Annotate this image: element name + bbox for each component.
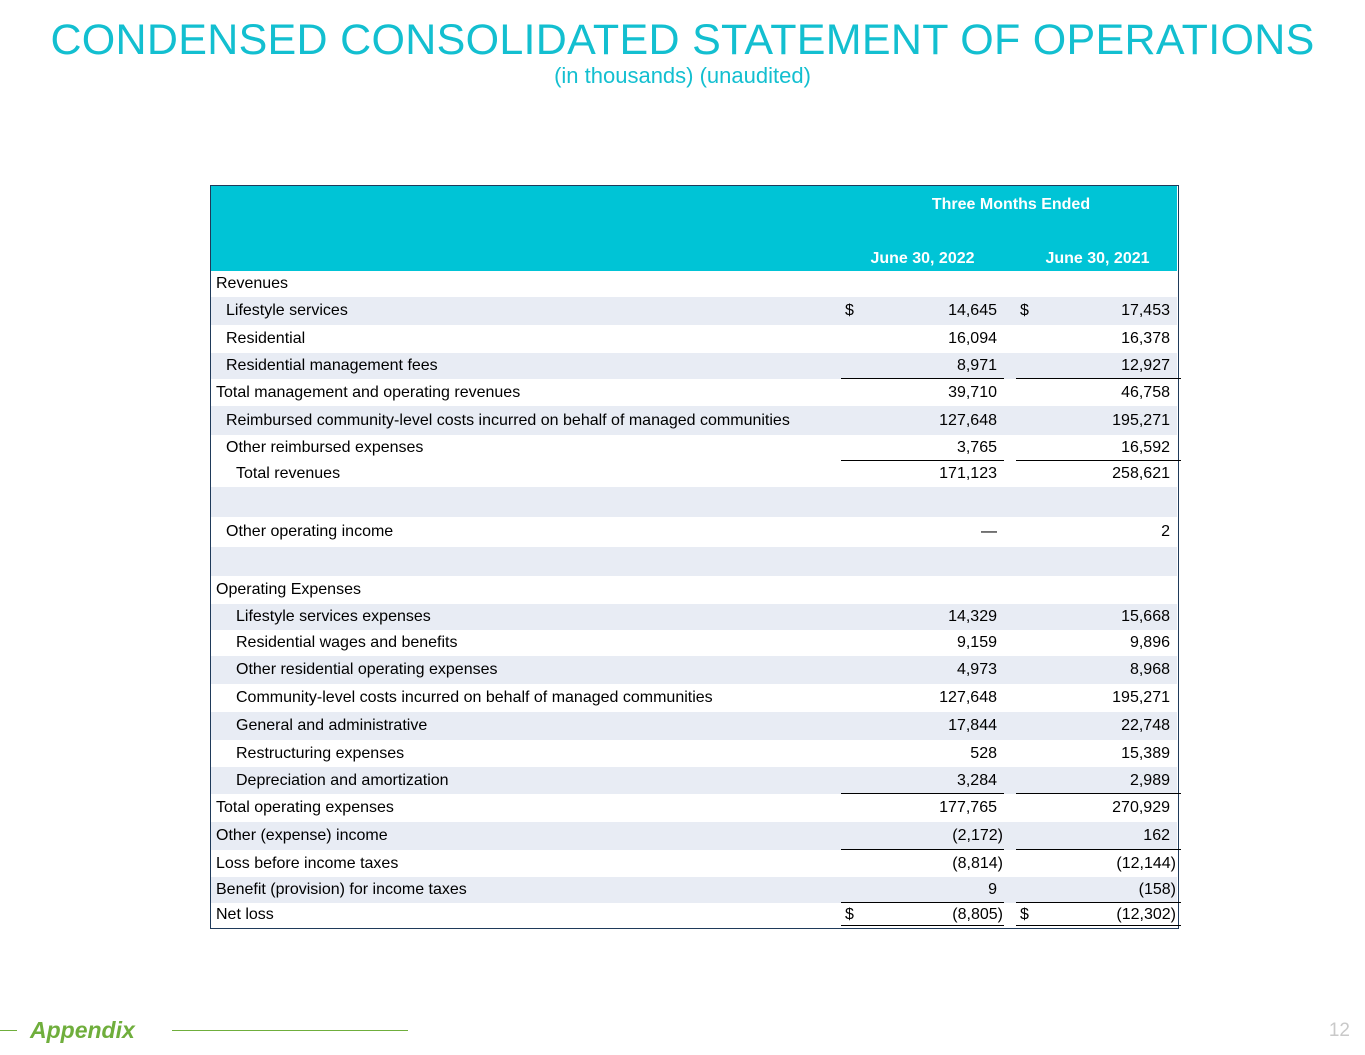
subtotal-rule: [841, 849, 1004, 850]
value-2021: 2: [1161, 523, 1170, 540]
page-subtitle: (in thousands) (unaudited): [554, 63, 811, 88]
table-row: [211, 353, 1177, 379]
value-2022: 127,648: [939, 689, 997, 706]
table-row: [211, 712, 1177, 740]
spacer-row: [211, 547, 1177, 576]
subtotal-rule: [1016, 849, 1181, 850]
subtotal-rule: [841, 378, 1004, 379]
value-2021: 9,896: [1129, 634, 1170, 651]
value-2021: 258,621: [1112, 465, 1170, 482]
row-label: General and administrative: [236, 717, 428, 734]
subtotal-rule: [841, 793, 1004, 794]
table-row: [211, 461, 1177, 487]
table-row: [211, 877, 1177, 903]
row-label: Total revenues: [236, 465, 341, 482]
row-label: Net loss: [216, 906, 274, 923]
row-label: Lifestyle services: [226, 302, 348, 319]
value-2022: 177,765: [939, 799, 997, 816]
value-2021: 2,989: [1129, 771, 1170, 789]
table-row: [211, 850, 1177, 877]
table-row: [211, 576, 1177, 604]
value-2022: 17,844: [948, 717, 997, 734]
table-row: [211, 435, 1177, 461]
page-title: CONDENSED CONSOLIDATED STATEMENT OF OPERATIONS: [50, 16, 1315, 64]
value-2021: 162: [1143, 827, 1170, 844]
statement-table: [210, 185, 1179, 929]
row-label: Total operating expenses: [216, 799, 394, 816]
subtotal-rule: [1016, 902, 1181, 903]
value-2021: (12,144): [1116, 854, 1176, 872]
value-2022: 8,971: [956, 357, 997, 374]
subtotal-rule: [841, 460, 1004, 461]
value-2021: 195,271: [1112, 411, 1170, 429]
value-2022: (8,805): [952, 906, 1003, 923]
subtotal-rule: [1016, 460, 1181, 461]
value-2022: 16,094: [948, 330, 997, 347]
value-2021: 12,927: [1121, 357, 1170, 374]
value-2022: 528: [970, 744, 997, 762]
value-2021: 270,929: [1112, 799, 1170, 816]
table-row: [211, 297, 1177, 325]
row-label: Benefit (provision) for income taxes: [216, 881, 467, 898]
column-header-2021: June 30, 2021: [1045, 250, 1150, 267]
table-header: [211, 186, 1177, 271]
value-2022: 3,284: [956, 771, 997, 789]
spacer-row: [211, 487, 1177, 517]
table-row: [211, 822, 1177, 850]
value-2021: 15,389: [1121, 744, 1170, 762]
row-label: Depreciation and amortization: [236, 771, 449, 789]
page-number: 12: [1328, 1020, 1350, 1041]
table-row: [211, 517, 1177, 547]
total-double-rule: [841, 925, 1004, 926]
period-header: Three Months Ended: [931, 196, 1091, 213]
value-2021: 16,592: [1121, 439, 1170, 456]
currency-symbol: $: [1020, 302, 1029, 319]
row-label: Revenues: [216, 275, 289, 292]
value-2022: 4,973: [956, 661, 997, 678]
column-header-2022: June 30, 2022: [870, 250, 975, 267]
row-label: Other operating income: [226, 523, 394, 540]
row-label: Other (expense) income: [216, 827, 388, 844]
value-2021: 46,758: [1121, 383, 1170, 401]
currency-symbol: $: [845, 906, 854, 923]
value-2022: 14,645: [948, 302, 997, 319]
table-row: [211, 903, 1177, 927]
value-2021: 195,271: [1112, 689, 1170, 706]
value-2021: 8,968: [1129, 661, 1170, 678]
value-2022: 171,123: [939, 465, 997, 482]
table-row: [211, 406, 1177, 435]
row-label: Residential management fees: [226, 357, 438, 374]
value-2021: (158): [1138, 881, 1176, 898]
value-2022: 14,329: [948, 608, 997, 625]
footer-rule-right: [172, 1030, 408, 1031]
row-label: Reimbursed community-level costs incurred on behalf of managed communities: [226, 411, 790, 429]
table-row: [211, 325, 1177, 353]
subtotal-rule: [1016, 793, 1181, 794]
value-2022: (8,814): [952, 854, 1003, 872]
table-row: [211, 379, 1177, 406]
row-label: Other reimbursed expenses: [226, 439, 424, 456]
value-2022: 127,648: [939, 411, 997, 429]
value-2021: (12,302): [1116, 906, 1176, 923]
value-2022: 3,765: [956, 439, 997, 456]
value-2022: 39,710: [948, 383, 997, 401]
table-row: [211, 684, 1177, 712]
subtotal-rule: [1016, 378, 1181, 379]
row-label: Loss before income taxes: [216, 854, 399, 872]
value-2022: 9: [988, 881, 997, 898]
row-label: Restructuring expenses: [236, 744, 405, 762]
table-row: [211, 604, 1177, 630]
subtotal-rule: [841, 902, 1004, 903]
section-label: Appendix: [30, 1017, 135, 1043]
table-row: [211, 794, 1177, 822]
row-label: Other residential operating expenses: [236, 661, 498, 678]
row-label: Residential wages and benefits: [236, 634, 458, 651]
footer-rule-left: [0, 1030, 17, 1031]
row-label: Community-level costs incurred on behalf of managed communities: [236, 689, 713, 706]
currency-symbol: $: [845, 302, 854, 319]
value-2022: —: [981, 523, 997, 540]
table-row: [211, 271, 1177, 297]
value-2021: 22,748: [1121, 717, 1170, 734]
row-label: Residential: [226, 330, 306, 347]
value-2021: 16,378: [1121, 330, 1170, 347]
table-row: [211, 630, 1177, 656]
currency-symbol: $: [1020, 906, 1029, 923]
value-2022: (2,172): [952, 827, 1003, 844]
value-2021: 15,668: [1121, 608, 1170, 625]
total-double-rule: [1016, 925, 1181, 926]
row-label: Operating Expenses: [216, 581, 361, 598]
value-2021: 17,453: [1121, 302, 1170, 319]
table-row: [211, 656, 1177, 684]
row-label: Lifestyle services expenses: [236, 608, 431, 625]
table-row: [211, 767, 1177, 794]
table-row: [211, 740, 1177, 767]
value-2022: 9,159: [956, 634, 997, 651]
row-label: Total management and operating revenues: [216, 383, 521, 401]
